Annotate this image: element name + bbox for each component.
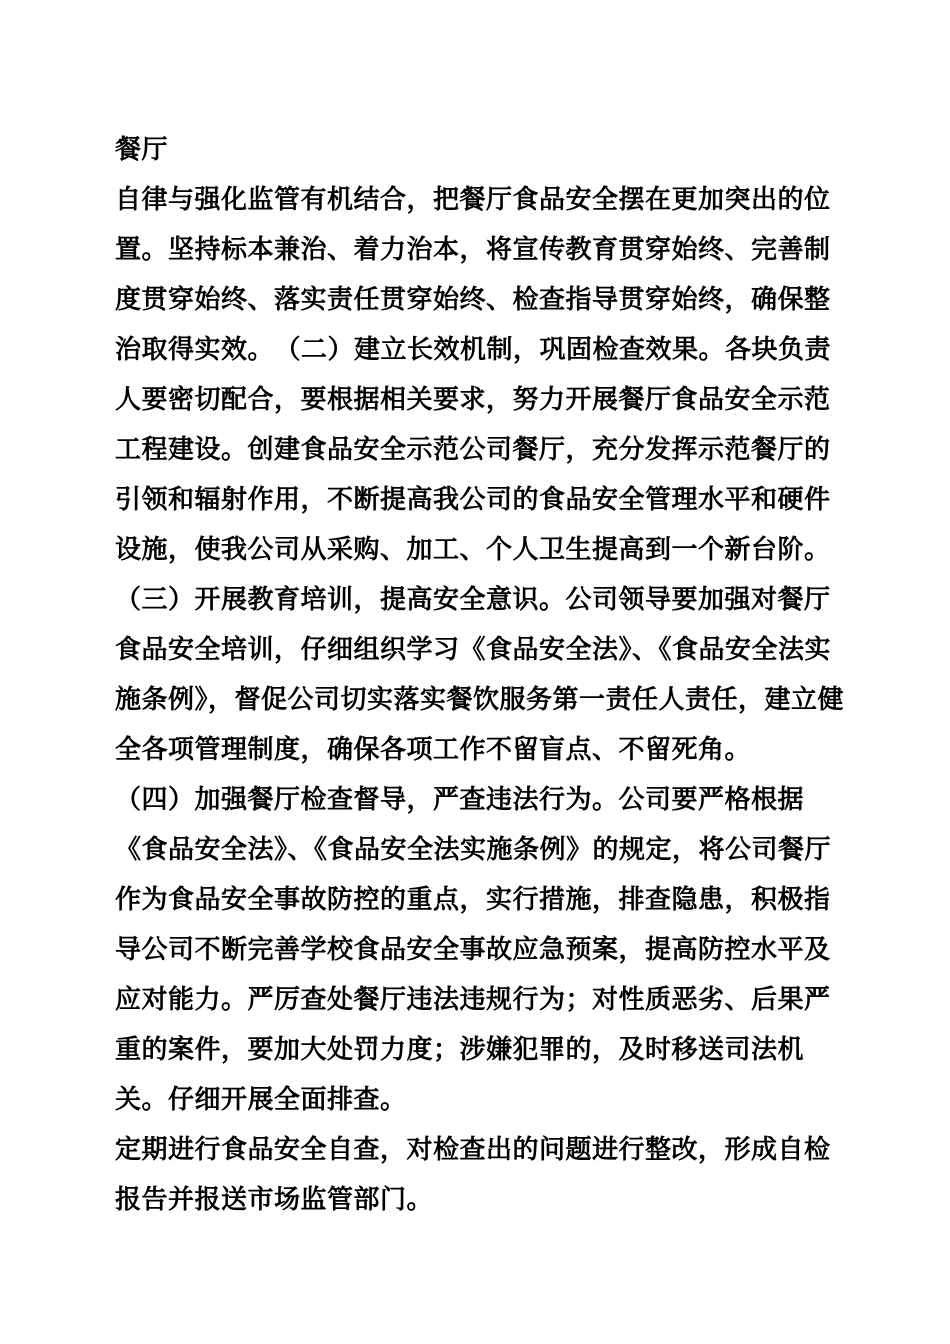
paragraph-3: （四）加强餐厅检查督导，严查违法行为。公司要严格根据《食品安全法》、《食品安全法实施条例》的规定，将公司餐厅作为食品安全事故防控的重点，实行措施，排查隐患，积极指导公司不断完善学校食品安全事故应急预案，提高防控水平及应对能力。严厉查处餐厅违法违规行为；对性质恶劣、后果严重的案件，要加大处罚力度；涉嫌犯罪的，及时移送司法机关。仔细开展全面排查。 xyxy=(115,785,832,1115)
paragraph-heading-fragment: 餐厅 xyxy=(115,135,169,165)
paragraph-1: 自律与强化监管有机结合，把餐厅食品安全摆在更加突出的位置。坚持标本兼治、着力治本，将宣传教育贯穿始终、完善制度贯穿始终、落实责任贯穿始终、检查指导贯穿始终，确保整治取得实效。 （二）建立长效机制，巩固检查效果。各块负责人要密切配合，要根据相关要求，努力开展餐厅食品安全示范工程建设。创建食品安全示范公司餐厅，充分发挥示范餐厅的引领和辐射作用，不断提高我公司的食品安全管理水平和硬件设施，使我公司从采购、加工、个人卫生提高到一个新台阶。 xyxy=(115,185,832,565)
document-body xyxy=(115,125,855,1225)
paragraph-2: （三）开展教育培训，提高安全意识。公司领导要加强对餐厅食品安全培训，仔细组织学习《食品安全法》、《食品安全法实施条例》，督促公司切实落实餐饮服务第一责任人责任，建立健全各项管理制度，确保各项工作不留盲点、不留死角。 xyxy=(115,585,845,765)
paragraph-4: 定期进行食品安全自查，对检查出的问题进行整改，形成自检报告并报送市场监管部门。 xyxy=(115,1135,831,1215)
